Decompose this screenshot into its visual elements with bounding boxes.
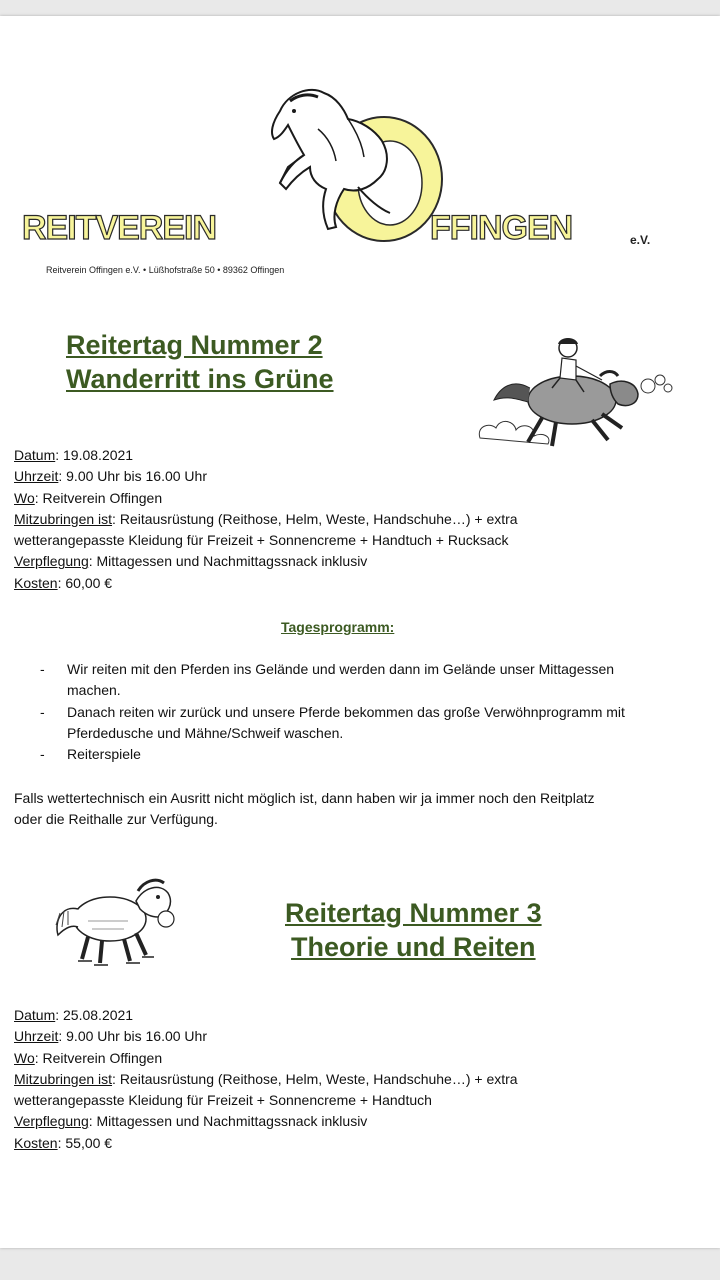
logo-word-ffingen: FFINGEN: [430, 209, 573, 247]
detail-bring: Mitzubringen ist: Reitausrüstung (Reithose, Helm, Weste, Handschuhe…) + extra: [14, 510, 518, 527]
section1-title-line1: Reitertag Nummer 2: [66, 330, 323, 360]
detail-cost: Kosten: 55,00 €: [14, 1134, 113, 1151]
section1-details: [14, 445, 518, 594]
logo-word-reitverein: REITVEREIN: [22, 209, 217, 247]
section2-title-line2: Theorie und Reiten: [291, 932, 536, 962]
program-title: Tagesprogramm:: [281, 619, 395, 635]
section2-details: [14, 1005, 518, 1154]
detail-bring: Mitzubringen ist: Reitausrüstung (Reithose, Helm, Weste, Handschuhe…) + extra: [14, 1070, 518, 1087]
list-item: - Wir reiten mit den Pferden ins Gelände und werden dann im Gelände unser Mittagessen machen.: [40, 661, 615, 699]
galloping-pony-rider-illustration: [472, 318, 682, 458]
detail-time: Uhrzeit: 9.00 Uhr bis 16.00 Uhr: [14, 468, 207, 485]
pony-with-rider-illustration: [48, 861, 188, 971]
detail-date: Datum: 19.08.2021: [14, 447, 134, 463]
detail-time: Uhrzeit: 9.00 Uhr bis 16.00 Uhr: [14, 1028, 207, 1045]
detail-location: Wo: Reitverein Offingen: [14, 489, 163, 506]
detail-catering: Verpflegung: Mittagessen und Nachmittagssnack inklusiv: [14, 1113, 368, 1130]
detail-bring-cont: wetterangepasste Kleidung für Freizeit + Sonnencreme + Handtuch + Rucksack: [14, 532, 509, 549]
list-item: - Reiterspiele: [40, 746, 141, 763]
logo-address: Reitverein Offingen e.V. • Lüßhofstraße 50 • 89362 Offingen: [46, 265, 285, 275]
program-list: [14, 659, 627, 765]
detail-bring-cont: wetterangepasste Kleidung für Freizeit + Sonnencreme + Handtuch: [14, 1092, 432, 1109]
club-logo: [18, 71, 684, 275]
section2-title: [285, 896, 542, 964]
list-item: - Danach reiten wir zurück und unsere Pferde bekommen das große Verwöhnprogramm mit Pferdedusche und Mähne/Schweif waschen.: [40, 703, 625, 741]
detail-cost: Kosten: 60,00 €: [14, 574, 113, 591]
weather-note: Falls wettertechnisch ein Ausritt nicht möglich ist, dann haben wir ja immer noch den Reitplatz oder die Reithalle zur Verfügung.: [14, 790, 595, 828]
document-page: [0, 16, 720, 1248]
logo-ev-suffix: e.V.: [630, 233, 651, 247]
section2-title-line1: Reitertag Nummer 3: [285, 898, 542, 928]
detail-location: Wo: Reitverein Offingen: [14, 1049, 163, 1066]
section1-title-line2: Wanderritt ins Grüne: [66, 364, 334, 394]
section1-title: [66, 328, 334, 396]
detail-date: Datum: 25.08.2021: [14, 1007, 134, 1023]
detail-catering: Verpflegung: Mittagessen und Nachmittagssnack inklusiv: [14, 553, 368, 570]
